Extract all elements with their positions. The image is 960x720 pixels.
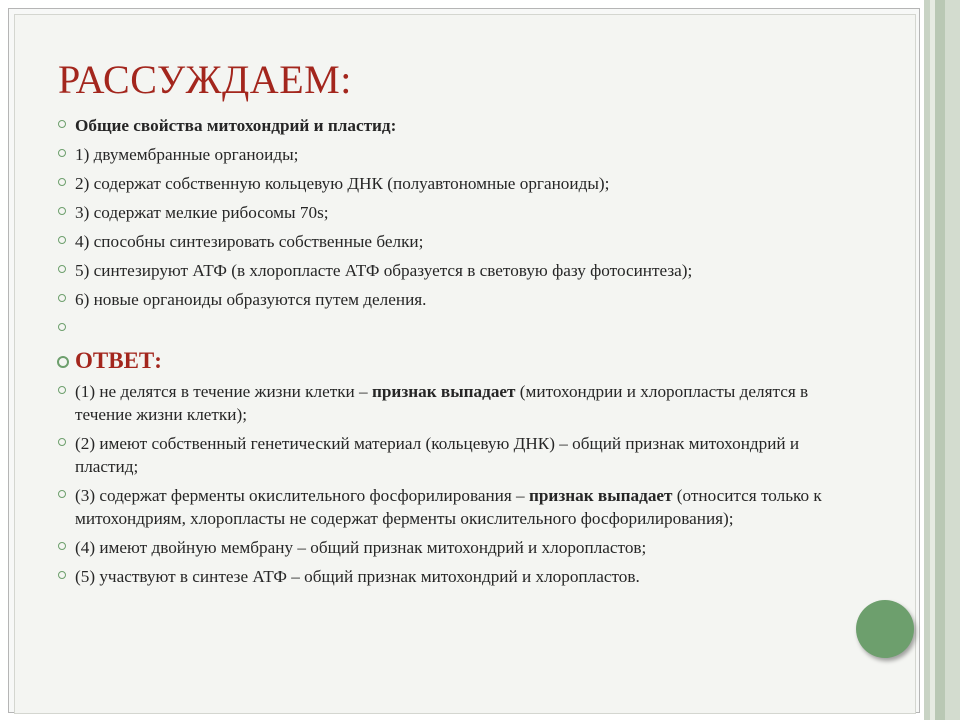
answer-text: (относится только к митохондриям, хлоропласты не содержат ферменты окислительного фосфорилирования); <box>75 486 822 528</box>
property-text: 6) новые органоиды образуются путем деления. <box>75 290 427 309</box>
bullet-icon <box>58 323 66 331</box>
answer-item <box>58 432 848 478</box>
bullet-icon <box>58 490 66 498</box>
answer-heading: ОТВЕТ: <box>75 348 162 373</box>
bullet-icon <box>58 438 66 446</box>
bullet-icon <box>58 236 66 244</box>
properties-heading: Общие свойства митохондрий и пластид: <box>75 116 397 135</box>
answer-heading-item <box>58 346 848 376</box>
slide-content <box>58 114 848 594</box>
answer-item <box>58 536 848 559</box>
answer-text: (1) не делятся в течение жизни клетки – <box>75 382 372 401</box>
bullet-icon <box>58 207 66 215</box>
bullet-icon <box>58 149 66 157</box>
list-item <box>58 201 848 224</box>
bullet-icon <box>58 571 66 579</box>
answer-item <box>58 380 848 426</box>
list-item <box>58 172 848 195</box>
bullet-icon <box>58 542 66 550</box>
side-stripe <box>945 0 960 720</box>
answer-text: (4) имеют двойную мембрану – общий признак митохондрий и хлоропластов; <box>75 538 647 557</box>
side-stripe <box>935 0 945 720</box>
bullet-icon <box>58 178 66 186</box>
answer-text: (3) содержат ферменты окислительного фосфорилирования – <box>75 486 529 505</box>
list-item-empty <box>58 317 848 340</box>
answer-emphasis: признак выпадает <box>528 486 673 505</box>
answer-item <box>58 484 848 530</box>
list-item <box>58 230 848 253</box>
bullet-icon <box>58 265 66 273</box>
list-item-heading <box>58 114 848 137</box>
answer-emphasis: признак выпадает <box>371 382 516 401</box>
list-item <box>58 259 848 282</box>
list-item <box>58 288 848 311</box>
bullet-icon <box>58 120 66 128</box>
decorative-circle <box>856 600 914 658</box>
property-text: 1) двумембранные органоиды; <box>75 145 299 164</box>
bullet-icon <box>58 294 66 302</box>
bullet-icon <box>57 356 69 368</box>
answer-text: (5) участвуют в синтезе АТФ – общий признак митохондрий и хлоропластов. <box>75 567 640 586</box>
answer-text: (митохондрии и хлоропласты делятся в течение жизни клетки); <box>75 382 809 424</box>
property-text: 4) способны синтезировать собственные белки; <box>75 232 424 251</box>
answer-text: (2) имеют собственный генетический материал (кольцевую ДНК) – общий признак митохондрий и пластид; <box>75 434 800 476</box>
property-text: 3) содержат мелкие рибосомы 70s; <box>75 203 329 222</box>
slide-title: РАССУЖДАЕМ: <box>58 57 352 102</box>
property-text: 2) содержат собственную кольцевую ДНК (полуавтономные органоиды); <box>75 174 610 193</box>
bullet-icon <box>58 386 66 394</box>
answer-item <box>58 565 848 588</box>
list-item <box>58 143 848 166</box>
property-text: 5) синтезируют АТФ (в хлоропласте АТФ образуется в световую фазу фотосинтеза); <box>75 261 693 280</box>
